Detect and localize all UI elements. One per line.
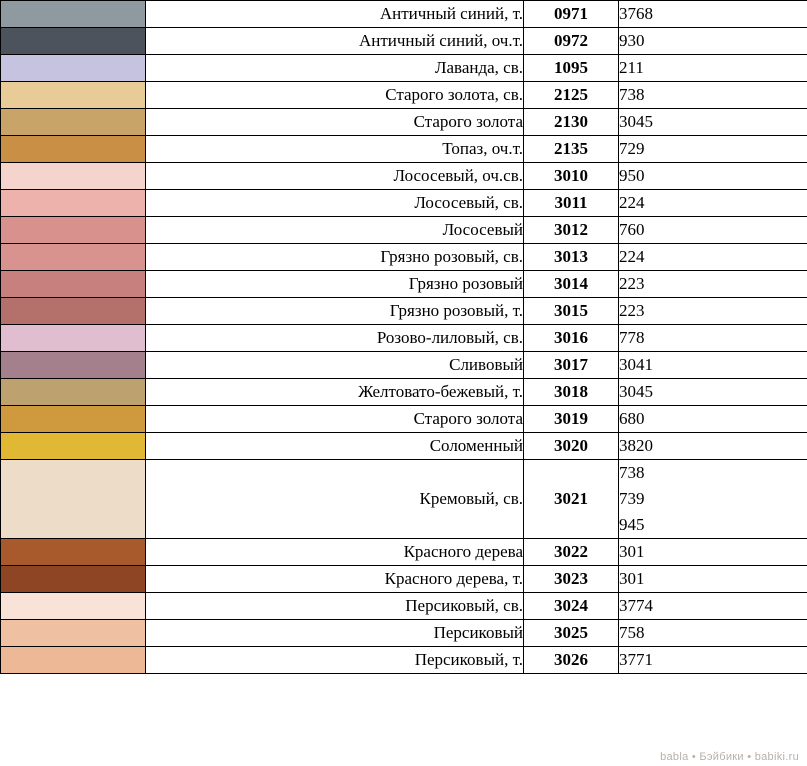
color-name: Сливовый: [146, 352, 524, 379]
color-name: Старого золота: [146, 406, 524, 433]
color-name: Кремовый, св.: [146, 460, 524, 539]
dmc-equivalents: [619, 566, 807, 593]
dmc-equivalents: [619, 136, 807, 163]
dmc-equivalents: [619, 109, 807, 136]
table-row: [1, 298, 807, 325]
dmc-code: 778: [619, 328, 645, 347]
color-swatch: [1, 352, 146, 379]
dmc-code: 301: [619, 569, 645, 588]
color-name: Персиковый, св.: [146, 593, 524, 620]
color-name: Античный синий, т.: [146, 1, 524, 28]
dmc-code: 3045: [619, 382, 653, 401]
color-name: Лососевый, оч.св.: [146, 163, 524, 190]
color-name: Красного дерева: [146, 539, 524, 566]
dmc-code: 950: [619, 166, 645, 185]
table-row: [1, 163, 807, 190]
dmc-code: 211: [619, 58, 644, 77]
color-swatch: [1, 460, 146, 539]
table-row: [1, 136, 807, 163]
dmc-equivalents: [619, 298, 807, 325]
table-row: [1, 1, 807, 28]
dmc-equivalents: [619, 406, 807, 433]
table-row: [1, 620, 807, 647]
color-code: 3022: [524, 539, 619, 566]
dmc-code: 3771: [619, 650, 653, 669]
color-code: 3026: [524, 647, 619, 674]
dmc-equivalents: [619, 539, 807, 566]
table-row: [1, 325, 807, 352]
color-swatch: [1, 55, 146, 82]
color-swatch: [1, 136, 146, 163]
color-swatch: [1, 620, 146, 647]
color-code: 3019: [524, 406, 619, 433]
color-name: Грязно розовый, св.: [146, 244, 524, 271]
color-name: Лососевый, св.: [146, 190, 524, 217]
color-name: Грязно розовый, т.: [146, 298, 524, 325]
color-swatch: [1, 647, 146, 674]
dmc-equivalents: [619, 217, 807, 244]
table-row: [1, 406, 807, 433]
dmc-code: 301: [619, 542, 645, 561]
dmc-equivalents: [619, 82, 807, 109]
color-swatch: [1, 593, 146, 620]
table-row: [1, 352, 807, 379]
color-chart-body: [1, 1, 807, 674]
dmc-equivalents: [619, 433, 807, 460]
dmc-code: 758: [619, 623, 645, 642]
color-swatch: [1, 406, 146, 433]
color-code: 3021: [524, 460, 619, 539]
color-swatch: [1, 379, 146, 406]
table-row: [1, 460, 807, 539]
color-name: Соломенный: [146, 433, 524, 460]
dmc-equivalents: [619, 190, 807, 217]
dmc-code: 760: [619, 220, 645, 239]
color-name: Античный синий, оч.т.: [146, 28, 524, 55]
color-name: Персиковый, т.: [146, 647, 524, 674]
color-name: Персиковый: [146, 620, 524, 647]
table-row: [1, 379, 807, 406]
color-name: Лососевый: [146, 217, 524, 244]
color-swatch: [1, 539, 146, 566]
dmc-code: 223: [619, 274, 645, 293]
color-code: 3015: [524, 298, 619, 325]
table-row: [1, 109, 807, 136]
color-swatch: [1, 163, 146, 190]
color-name: Старого золота, св.: [146, 82, 524, 109]
color-name: Старого золота: [146, 109, 524, 136]
dmc-equivalents: [619, 647, 807, 674]
color-code: 3024: [524, 593, 619, 620]
dmc-code: 3774: [619, 596, 653, 615]
dmc-equivalents: [619, 325, 807, 352]
color-swatch: [1, 217, 146, 244]
color-code: 3013: [524, 244, 619, 271]
color-code: 3010: [524, 163, 619, 190]
color-swatch: [1, 433, 146, 460]
color-swatch: [1, 109, 146, 136]
dmc-equivalents: [619, 55, 807, 82]
color-code: 3014: [524, 271, 619, 298]
dmc-code: 223: [619, 301, 645, 320]
table-row: [1, 82, 807, 109]
color-code: 3020: [524, 433, 619, 460]
table-row: [1, 647, 807, 674]
dmc-equivalents: [619, 620, 807, 647]
color-swatch: [1, 82, 146, 109]
dmc-code: 680: [619, 409, 645, 428]
color-code: 3018: [524, 379, 619, 406]
color-code: 0971: [524, 1, 619, 28]
color-name: Топаз, оч.т.: [146, 136, 524, 163]
color-code: 1095: [524, 55, 619, 82]
color-code: 3012: [524, 217, 619, 244]
color-swatch: [1, 28, 146, 55]
color-name: Желтовато-бежевый, т.: [146, 379, 524, 406]
dmc-equivalents: [619, 352, 807, 379]
table-row: [1, 433, 807, 460]
color-swatch: [1, 190, 146, 217]
dmc-code: 738: [619, 463, 645, 482]
color-code: 2135: [524, 136, 619, 163]
dmc-code: 224: [619, 247, 645, 266]
table-row: [1, 244, 807, 271]
color-code: 3023: [524, 566, 619, 593]
color-name: Красного дерева, т.: [146, 566, 524, 593]
color-swatch: [1, 244, 146, 271]
color-name: Розово-лиловый, св.: [146, 325, 524, 352]
watermark: babla • Бэйбики • babiki.ru: [660, 751, 799, 763]
dmc-code: 3045: [619, 112, 653, 131]
dmc-code: 3041: [619, 355, 653, 374]
color-swatch: [1, 1, 146, 28]
color-name: Грязно розовый: [146, 271, 524, 298]
color-swatch: [1, 325, 146, 352]
color-code: 3025: [524, 620, 619, 647]
dmc-code: 224: [619, 193, 645, 212]
table-row: [1, 190, 807, 217]
dmc-equivalents: [619, 460, 807, 539]
dmc-equivalents: [619, 1, 807, 28]
table-row: [1, 539, 807, 566]
table-row: [1, 271, 807, 298]
color-code: 2125: [524, 82, 619, 109]
dmc-code: 3820: [619, 436, 653, 455]
dmc-code: 930: [619, 31, 645, 50]
dmc-equivalents: [619, 379, 807, 406]
dmc-code: 729: [619, 139, 645, 158]
dmc-code: 738: [619, 85, 645, 104]
color-name: Лаванда, св.: [146, 55, 524, 82]
dmc-equivalents: [619, 163, 807, 190]
dmc-equivalents: [619, 244, 807, 271]
color-code: 3011: [524, 190, 619, 217]
color-code: 0972: [524, 28, 619, 55]
table-row: [1, 566, 807, 593]
table-row: [1, 55, 807, 82]
table-row: [1, 28, 807, 55]
color-code: 3017: [524, 352, 619, 379]
dmc-code: 3768: [619, 4, 653, 23]
color-swatch: [1, 566, 146, 593]
dmc-equivalents: [619, 593, 807, 620]
table-row: [1, 217, 807, 244]
color-code: 2130: [524, 109, 619, 136]
color-code: 3016: [524, 325, 619, 352]
dmc-code: 945: [619, 515, 645, 534]
color-swatch: [1, 298, 146, 325]
color-swatch: [1, 271, 146, 298]
dmc-equivalents: [619, 28, 807, 55]
dmc-equivalents: [619, 271, 807, 298]
table-row: [1, 593, 807, 620]
dmc-code: 739: [619, 489, 645, 508]
